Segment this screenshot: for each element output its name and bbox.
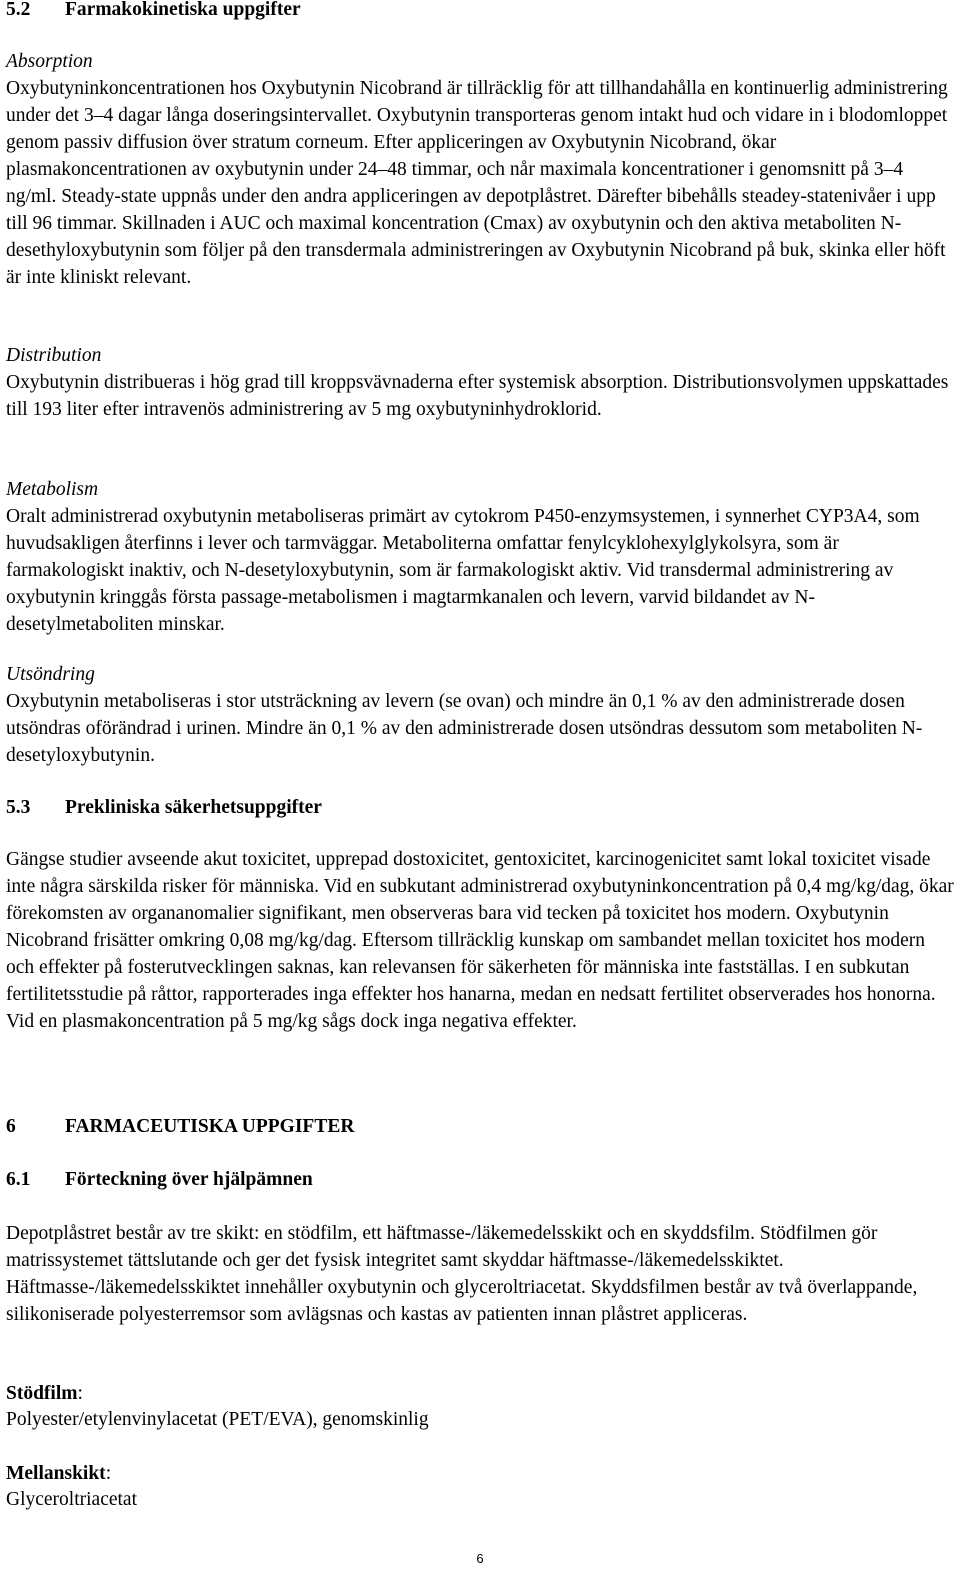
section-title: Farmakokinetiska uppgifter [65, 0, 301, 20]
distribution-subheading: Distribution [6, 345, 102, 366]
excretion-subheading: Utsöndring [6, 664, 95, 685]
metabolism-paragraph: Oralt administrerad oxybutynin metaboliseras primärt av cytokrom P450-enzymsystemen, i synnerhet CYP3A4, som huvudsakligen återfinns i lever och tarmväggar. Metaboliterna omfattar fenylcyklohexylglykolsyra, som är farmakologiskt inaktiv, och N-desetyloxybutynin, som är farmakologiskt aktiv. Vid transdermal administrering av oxybutynin kringgås första passage-metabolismen i magtarmkanalen och levern, varvid bildandet av N-desetylmetaboliten minskar. [6, 506, 920, 635]
middle-layer-value: Glyceroltriacetat [6, 1489, 138, 1510]
middle-layer-label-line: Mellanskikt: [6, 1463, 112, 1484]
absorption-paragraph: Oxybutyninkoncentrationen hos Oxybutynin Nicobrand är tillräcklig för att tillhandahålla en kontinuerlig administrering under det 3–4 dagar långa doseringsintervallet. Oxybutynin transporteras genom intakt hud och vidare in i blodomloppet genom passiv diffusion över stratum corneum. Efter appliceringen av Oxybutynin Nicobrand, ökar plasmakoncentrationen av oxybutynin under 24–48 timmar, och når maximala koncentrationer i genomsnitt på 3–4 ng/ml. Steady-state uppnås under den andra appliceringen av depotplåstret. Därefter bibehålls steadey-statenivåer i upp till 96 timmar. Skillnaden i AUC och maximal koncentration (Cmax) av oxybutynin och den aktiva metaboliten N-desethyloxybutynin som följer på den transdermala administreringen av Oxybutynin Nicobrand på buk, skinka eller höft är inte kliniskt relevant. [6, 78, 948, 288]
excretion-paragraph: Oxybutynin metaboliseras i stor utsträckning av levern (se ovan) och mindre än 0,1 % av den administrerade dosen utsöndras oförändrad i urinen. Mindre än 0,1 % av den administrerade dosen utsöndras dessutom som metaboliten N-desetyloxybutynin. [6, 691, 923, 766]
section-6-heading [6, 1113, 354, 1140]
preclinical-paragraph: Gängse studier avseende akut toxicitet, upprepad dostoxicitet, gentoxicitet, karcinogenicitet samt lokal toxicitet visade inte några särskilda risker för människa. Vid en subkutant administrerad oxybutyninkoncentration på 0,4 mg/kg/dag, ökar förekomsten av organanomalier signifikant, men observeras bara vid tecken på toxicitet hos modern. Oxybutynin Nicobrand frisätter omkring 0,08 mg/kg/dag. Eftersom tillräcklig kunskap om sambandet mellan toxicitet hos modern och effekter på fosterutvecklingen saknas, kan relevansen för säkerheten för människa inte fastställas. I en subkutan fertilitetsstudie på råttor, rapporterades inga effekter hos hanarna, medan en nedsatt fertilitet observerades hos honorna. Vid en plasmakoncentration på 5 mg/kg sågs dock inga negativa effekter. [6, 849, 954, 1032]
metabolism-subheading: Metabolism [6, 479, 99, 500]
section-6-1-heading [6, 1166, 313, 1193]
section-title: Förteckning över hjälpämnen [65, 1169, 313, 1190]
distribution-paragraph: Oxybutynin distribueras i hög grad till kroppsvävnaderna efter systemisk absorption. Distributionsvolymen uppskattades till 193 liter efter intravenös administrering av 5 mg oxybutyninhydroklorid. [6, 372, 949, 420]
excipients-paragraph: Depotplåstret består av tre skikt: en stödfilm, ett häftmasse-/läkemedelsskikt och en skyddsfilm. Stödfilmen gör matrissystemet tättslutande och ger det fysisk integritet samt skyddar häftmasse-/läkemedelsskiktet. Häftmasse-/läkemedelsskiktet innehåller oxybutynin och glyceroltriacetat. Skyddsfilmen består av två överlappande, silikoniserade polyesterremsor som avlägsnas och kastas av patienten innan plåstret appliceras. [6, 1223, 918, 1325]
backing-film-value: Polyester/etylenvinylacetat (PET/EVA), genomskinlig [6, 1409, 429, 1430]
section-number: 6 [6, 1116, 16, 1137]
section-number: 6.1 [6, 1169, 31, 1190]
section-number: 5.2 [6, 0, 31, 20]
section-5-3-heading [6, 794, 322, 821]
page-number: 6 [476, 1551, 484, 1566]
section-5-2-heading [6, 0, 301, 23]
backing-film-label: Stödfilm [6, 1383, 78, 1404]
section-title: Prekliniska säkerhetsuppgifter [65, 797, 322, 818]
section-title: FARMACEUTISKA UPPGIFTER [65, 1116, 355, 1137]
middle-layer-label: Mellanskikt [6, 1463, 106, 1484]
absorption-subheading: Absorption [6, 51, 93, 72]
backing-film-label-line: Stödfilm: [6, 1383, 83, 1404]
section-number: 5.3 [6, 797, 31, 818]
